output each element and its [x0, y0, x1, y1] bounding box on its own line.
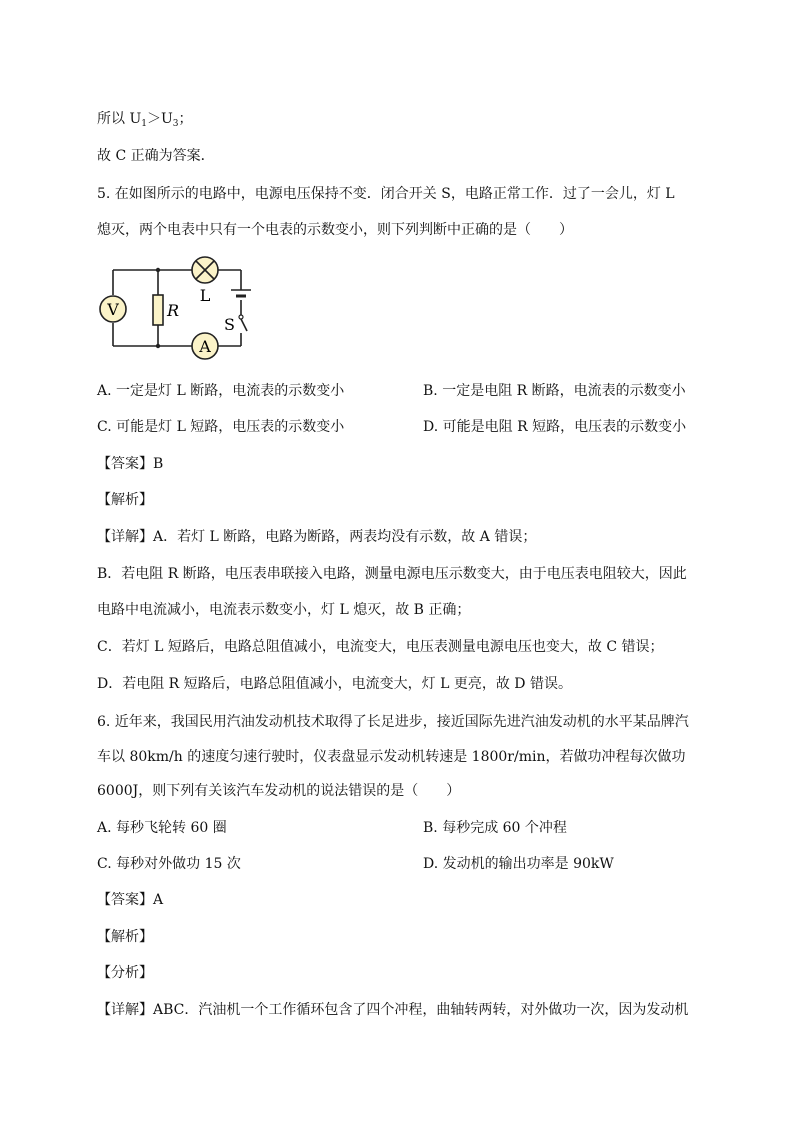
q5-answer: 【答案】B	[97, 456, 164, 472]
lamp-label: L	[199, 286, 211, 305]
q5-detail-line-3: 电路中电流减小，电流表示数变小，灯 L 熄灭，故 B 正确；	[97, 602, 471, 618]
battery-icon	[231, 290, 251, 296]
subscript-1: 1	[141, 119, 147, 129]
q5-analysis-heading: 【解析】	[97, 492, 153, 508]
q5-option-b: B. 一定是电阻 R 断路，电流表的示数变小	[423, 383, 686, 399]
q5-detail-line-1: 【详解】A．若灯 L 断路，电路为断路，两表均没有示数，故 A 错误；	[97, 529, 537, 545]
q5-detail-line-2: B．若电阻 R 断路，电压表串联接入电路，测量电源电压示数变大，由于电压表电阻较大，因此	[97, 566, 687, 582]
switch-icon	[239, 315, 247, 331]
q5-stem-line-2: 熄灭，两个电表中只有一个电表的示数变小，则下列判断中正确的是（ ）	[97, 222, 573, 238]
q6-option-d: D. 发动机的输出功率是 90kW	[423, 856, 614, 872]
lamp-icon	[192, 257, 218, 283]
voltmeter-label: V	[107, 300, 119, 319]
q6-option-b: B. 每秒完成 60 个冲程	[423, 820, 567, 836]
conclusion-line-1	[97, 110, 193, 133]
subscript-3: 3	[172, 119, 179, 129]
switch-label: S	[224, 315, 235, 334]
resistor-icon	[153, 295, 163, 325]
junction-dot-top	[156, 268, 160, 272]
q5-stem-line-1: 5. 在如图所示的电路中，电源电压保持不变．闭合开关 S，电路正常工作．过了一会儿，灯 L	[97, 186, 675, 202]
q6-stem-line-2: 车以 80km/h 的速度匀速行驶时，仪表盘显示发动机转速是 1800r/min，若做功冲程每次做功	[97, 749, 686, 765]
q6-stem-line-3: 6000J，则下列有关该汽车发动机的说法错误的是（ ）	[97, 783, 461, 799]
q5-option-d: D. 可能是电阻 R 短路，电压表的示数变小	[423, 419, 687, 435]
conclusion-line-2: 故 C 正确为答案．	[97, 148, 215, 164]
q6-stem-line-1: 6. 近年来，我国民用汽油发动机技术取得了长足进步，接近国际先进汽油发动机的水平某品牌汽	[97, 714, 689, 730]
q6-answer: 【答案】A	[97, 892, 164, 908]
ammeter-label: A	[199, 337, 211, 356]
text-post: ；	[178, 111, 193, 127]
q5-option-a: A. 一定是灯 L 断路，电流表的示数变小	[97, 383, 345, 399]
q6-option-a: A. 每秒飞轮转 60 圈	[97, 820, 227, 836]
q6-fenxi-heading: 【分析】	[97, 965, 153, 981]
q5-detail-line-5: D．若电阻 R 短路后，电路总阻值减小，电流变大，灯 L 更亮，故 D 错误。	[97, 676, 572, 692]
q6-analysis-heading: 【解析】	[97, 929, 153, 945]
q5-detail-line-4: C．若灯 L 短路后，电路总阻值减小，电流变大，电压表测量电源电压也变大，故 C 错误；	[97, 639, 664, 655]
resistor-label: R	[167, 301, 180, 320]
junction-dot-bottom	[156, 344, 160, 348]
text-pre: 所以 U	[97, 111, 142, 127]
text-mid: ＞U	[146, 111, 173, 127]
q5-option-c: C. 可能是灯 L 短路，电压表的示数变小	[97, 419, 345, 435]
circuit-diagram	[97, 253, 257, 363]
q6-option-c: C. 每秒对外做功 15 次	[97, 856, 241, 872]
q6-detail-line-1: 【详解】ABC．汽油机一个工作循环包含了四个冲程，曲轴转两转，对外做功一次，因为发动机	[97, 1002, 689, 1018]
